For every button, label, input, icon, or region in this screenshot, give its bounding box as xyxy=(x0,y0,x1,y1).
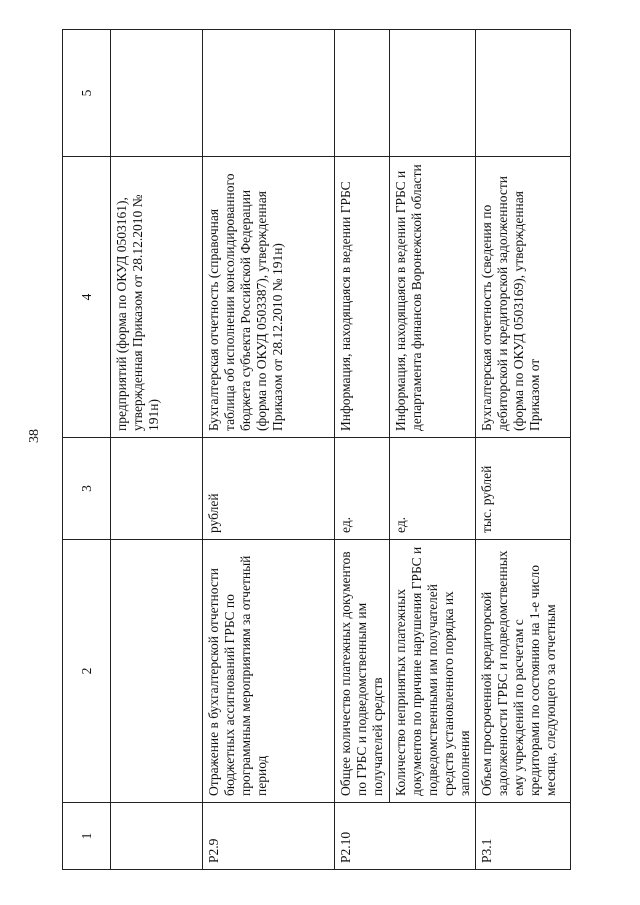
row-indicator: Общее количество платежных документов по ГРБС и подведомственным им получателей средств xyxy=(335,540,390,803)
column-number-5: 5 xyxy=(63,30,111,157)
column-number-2: 2 xyxy=(63,540,111,803)
table-header-row xyxy=(63,30,111,870)
row-source: Бухгалтерская отчетность (справочная таблица об исполнении консолидированного бюджета субъекта Российской Федерации (форма по ОКУД 0503387), утвержденная Приказом от 28.12.2010 № 191н) xyxy=(203,157,335,438)
row-indicator xyxy=(111,540,203,803)
page-number: 38 xyxy=(27,429,42,443)
row-indicator: Отражение в бухгалтерской отчетности бюджетных ассигнований ГРБС по программным мероприятиям за отчетный период xyxy=(203,540,335,803)
table-row xyxy=(203,30,335,870)
column-number-3: 3 xyxy=(63,438,111,540)
row-code: Р2.9 xyxy=(203,803,335,870)
row-source: предприятий (форма по ОКУД 0503161), утвержденная Приказом от 28.12.2010 № 191н) xyxy=(111,157,203,438)
row-unit xyxy=(111,438,203,540)
row-note xyxy=(390,30,476,157)
row-unit: ед. xyxy=(390,438,476,540)
table-row xyxy=(111,30,203,870)
row-unit: тыс. рублей xyxy=(476,438,571,540)
row-source: Информация, находящаяся в ведении ГРБС xyxy=(335,157,390,438)
row-note xyxy=(335,30,390,157)
table-row xyxy=(390,30,476,870)
row-unit: рублей xyxy=(203,438,335,540)
table-row xyxy=(476,30,571,870)
row-note xyxy=(203,30,335,157)
row-code: Р2.10 xyxy=(335,803,476,870)
row-source: Бухгалтерская отчетность (сведения по дебиторской и кредиторской задолженности (форма по ОКУД 0503169), утвержденная Приказом от xyxy=(476,157,571,438)
row-note xyxy=(111,30,203,157)
column-number-4: 4 xyxy=(63,157,111,438)
row-code xyxy=(111,803,203,870)
row-note xyxy=(476,30,571,157)
indicators-table xyxy=(62,29,571,870)
row-unit: ед. xyxy=(335,438,390,540)
row-code: Р3.1 xyxy=(476,803,571,870)
row-indicator: Количество непринятых платежных документов по причине нарушения ГРБС и подведомственными им получателей средств установленного порядка их заполнения xyxy=(390,540,476,803)
column-number-1: 1 xyxy=(63,803,111,870)
row-source: Информация, находящаяся в ведении ГРБС и департамента финансов Воронежской области xyxy=(390,157,476,438)
table-row xyxy=(335,30,390,870)
row-indicator: Объем просроченной кредиторской задолженности ГРБС и подведомственных ему учреждений по расчетам с кредиторами по состоянию на 1-е число месяца, следующего за отчетным xyxy=(476,540,571,803)
